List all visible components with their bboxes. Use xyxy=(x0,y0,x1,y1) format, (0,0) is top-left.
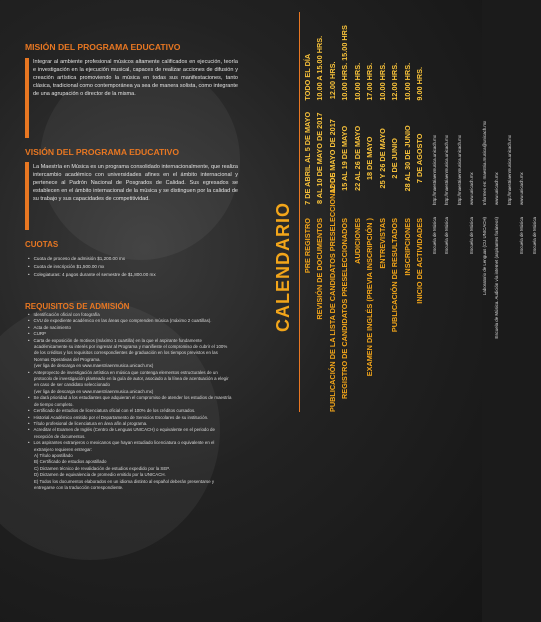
detail-web[interactable]: www.unicach.mx xyxy=(469,172,475,206)
detail-place: Laboratorio de Lenguas (CU UNICACH) xyxy=(481,217,487,296)
cuota-item: • Cuota de inscripción $1,500.00 mx xyxy=(28,263,156,271)
row-label: REVISIÓN DE DOCUMENTOS xyxy=(315,218,325,320)
requisitos-title: REQUISITOS DE ADMISIÓN xyxy=(25,302,130,311)
row-time: 12.00 HRS. xyxy=(327,61,337,100)
detail-place: Escuela de Música xyxy=(531,217,537,254)
calendar-row xyxy=(401,12,414,412)
detail-row xyxy=(503,12,516,412)
detail-row xyxy=(491,12,504,412)
row-label: PRE REGISTRO xyxy=(302,218,312,274)
row-date: 28 AL 30 DE JUNIO xyxy=(402,125,412,192)
row-label: PUBLICACIÓN DE RESULTADOS xyxy=(390,218,400,333)
detail-row xyxy=(441,12,454,412)
row-time: 10.00 HRS. 15.00 HRS xyxy=(340,25,350,101)
row-date: 7 DE AGOSTO xyxy=(415,133,425,184)
row-time: 9.00 HRS. xyxy=(415,66,425,101)
cuota-item: • Colegiaturas: 4 pagos durante el semestre de $1,800.00 mx xyxy=(28,271,156,279)
calendar-row xyxy=(326,12,339,412)
vision-text: La Maestría en Música es un programa consolidado internacionalmente, que realiza intercambio académico con universidades afines en el ámbito internacional y pertenece al Padrón Nacional de Posgrados de Calidad. Sus egresados se establecen en el ámbito internacional de la música y se distinguen por la calidad de su trabajo y sus capacidades de competitividad. xyxy=(33,164,238,203)
requisito-item: • Título profesional de licenciatura en área afín al programa. xyxy=(28,421,233,427)
calendar-row xyxy=(414,12,427,412)
requisito-item: • Historial Académico emitido por el Departamento de Servicios Escolares de su institución. xyxy=(28,415,233,421)
detail-row xyxy=(428,12,441,412)
detail-place: Escuela de Música xyxy=(431,217,437,254)
detail-row xyxy=(466,12,479,412)
detail-web[interactable]: www.unicach.mx xyxy=(494,172,500,206)
vision-title: VISIÓN DEL PROGRAMA EDUCATIVO xyxy=(25,147,180,157)
calendar-row xyxy=(389,12,402,412)
requisito-item: • Acreditar el Examen de Inglés (Centro de Lenguas UNICACH) o equivalente en el periodo de recepción de documentos. xyxy=(28,427,233,440)
calendar-title: CALENDARIO xyxy=(273,202,293,332)
requisitos-list xyxy=(28,312,233,491)
calendar-row xyxy=(339,12,352,412)
requisito-item: • Los aspirantes extranjeros o mexicanos que hayan estudiado licenciatura o equivalente en el extranjero requieren entregar: xyxy=(28,440,233,453)
requisito-item: • CURP xyxy=(28,331,233,337)
row-time: TODO EL DÍA xyxy=(302,53,312,101)
detail-place: Escuela de Música xyxy=(469,217,475,254)
requisito-item: • CVU de expediente académico en las áreas que comprenden música (máximo 2 cuartillas). xyxy=(28,318,233,324)
calendar-row xyxy=(376,12,389,412)
row-date: 25 Y 26 DE MAYO xyxy=(377,128,387,189)
row-date: 15 AL 19 DE MAYO xyxy=(340,125,350,191)
row-label: INSCRIPCIONES xyxy=(402,218,412,276)
detail-row xyxy=(453,12,466,412)
detail-row xyxy=(528,12,541,412)
row-date: 2 DE JUNIO xyxy=(390,138,400,179)
requisito-item: (ver liga de descarga en www.maestriaenmusica.unicach.mx) xyxy=(34,388,154,394)
requisito-item: • Certificado de estudios de licenciatura oficial con el 100% de los créditos cursados. xyxy=(28,408,233,414)
row-time: 10.00 HRS. xyxy=(352,62,362,101)
cuota-item: • Cuota de proceso de admisión $1,200.00 mx xyxy=(28,255,156,263)
detail-place: Escuela de Música. Audición vía internet (aspirantes foráneos) xyxy=(494,217,500,339)
detail-row xyxy=(516,12,529,412)
requisito-item: D) Dictamen de equivalencia de promedio emitido por la UNICACH. xyxy=(34,472,166,478)
calendar-table xyxy=(301,12,426,412)
row-time: 10.00 HRS. xyxy=(377,62,387,101)
row-time: 17.00 HRS. xyxy=(365,62,375,101)
calendar-row xyxy=(364,12,377,412)
row-date: 12 DE MAYO DE 2017 xyxy=(327,119,337,194)
calendar-panel xyxy=(255,0,537,622)
detail-place: Escuela de Música xyxy=(519,217,525,254)
requisito-item: • Se dará prioridad a los estudiantes que adquieran el compromiso de atender los estudios de maestría de tiempo completo. xyxy=(28,395,233,408)
detail-row xyxy=(478,12,491,412)
mision-title: MISIÓN DEL PROGRAMA EDUCATIVO xyxy=(25,42,181,52)
cuotas-list xyxy=(28,255,156,280)
requisito-item: (ver liga de descarga en www.maestriaenmusica.unicach.mx) xyxy=(34,363,154,369)
row-time: 10.00 HRS. xyxy=(402,62,412,101)
detail-web[interactable]: http://maestriaenmusica.unicach.mx xyxy=(456,134,462,206)
row-label: ENTREVISTAS xyxy=(377,218,387,269)
row-date: 18 DE MAYO xyxy=(365,136,375,181)
row-date: 7 DE ABRIL AL 5 DE MAYO xyxy=(302,111,312,205)
calendar-details xyxy=(428,12,541,412)
calendar-divider xyxy=(299,12,300,412)
detail-web[interactable]: www.unicach.mx xyxy=(519,172,525,206)
mision-text: Integrar al ambiente profesional músicos altamente calificados en ejecución, teoría e investigación en la ejecución musical, capaces de realizar acciones de difusión y creación artística promoviendo la música en todas sus manifestaciones, tanto clásica, tradicional como contemporánea ya sea de manera solista, como integrante de una agrupación o director de la misma. xyxy=(33,59,238,98)
calendar-row xyxy=(301,12,314,412)
detail-web[interactable]: Informes en: maestria.musica@unicach.mx xyxy=(481,120,487,206)
row-date: 8 AL 10 DE MAYO DE 2017 xyxy=(315,112,325,205)
mision-accent-bar xyxy=(25,58,29,138)
row-label: AUDICIONES xyxy=(352,218,362,264)
calendar-row xyxy=(351,12,364,412)
row-label: INICIO DE ACTIVIDADES xyxy=(415,218,425,304)
row-time: 10.00 A 15.00 HRS. xyxy=(315,35,325,101)
detail-place: Escuela de Música xyxy=(444,217,450,254)
row-date: 22 AL 26 DE MAYO xyxy=(352,125,362,191)
requisito-item: C) Dictamen técnico de revalidación de estudios expedido por la SEP. xyxy=(34,465,170,471)
cuotas-title: CUOTAS xyxy=(25,240,59,249)
row-time: 12.00 HRS. xyxy=(390,62,400,101)
requisito-item: A) Título apostillado xyxy=(34,452,73,458)
row-label: PUBLICACIÓN DE LA LISTA DE CANDIDATOS PRESELECCIONADOS xyxy=(327,172,337,412)
calendar-row xyxy=(314,12,327,412)
requisito-item: B) Certificado de estudios apostillado xyxy=(34,459,107,465)
requisito-item: • Carta de exposición de motivos (máximo 1 cuartilla) en la que el aspirante fundamente académicamente su interés por ingresar al Programa y manifieste el compromiso de cubrir el 100% de los créditos y los requisitos correspondientes de graduación en los tiempos previstos en las Normas Operativas del Programa. xyxy=(28,338,233,364)
row-label: REGISTRO DE CANDIDATOS PRESELECCIONADOS xyxy=(340,218,350,399)
requisito-item: • Acta de nacimiento xyxy=(28,325,233,331)
requisito-item: • Anteproyecto de investigación artística en música que contenga elementos estructurales de un protocolo de investigación planteado en la guía de autor, asociado a la línea de acentuación a elegir en caso de ser candidato seleccionado xyxy=(28,370,233,389)
vision-accent-bar xyxy=(25,162,29,230)
detail-web[interactable]: http://maestriaenmusica.unicach.mx xyxy=(431,134,437,206)
requisito-item: • Identificación oficial con fotografía xyxy=(28,312,233,318)
requisito-item: E) Todos los documentos elaborados en un idioma distinto al español deberán presentarse y entregarse con la traducción correspondiente. xyxy=(34,478,215,490)
detail-web[interactable]: http://maestriaenmusica.unicach.mx xyxy=(444,134,450,206)
detail-web[interactable]: http://maestriaenmusica.unicach.mx xyxy=(506,134,512,206)
row-label: EXAMEN DE INGLÉS (PREVIA INSCRIPCIÓN ) xyxy=(365,218,375,377)
left-column xyxy=(0,0,255,622)
calendar-rotated xyxy=(255,0,537,622)
